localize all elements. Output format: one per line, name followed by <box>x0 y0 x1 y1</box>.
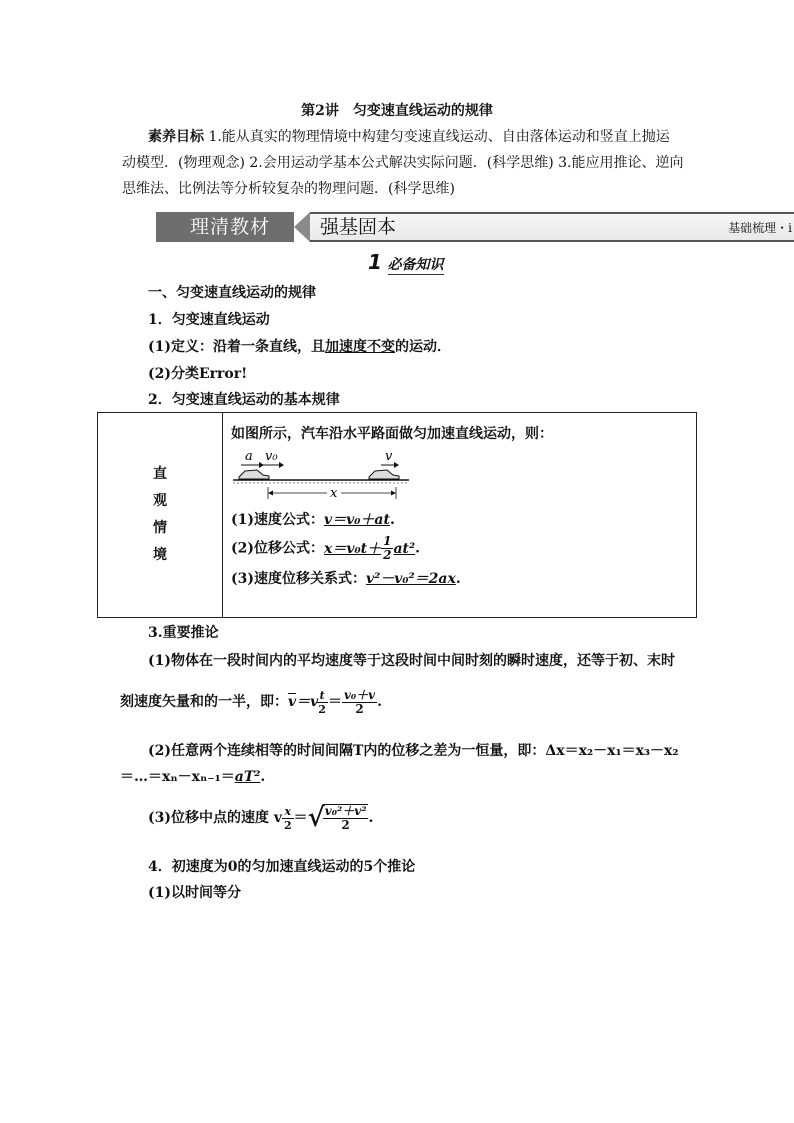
x-left-arrow-head <box>268 491 273 496</box>
left-char-1: 直 <box>153 466 167 482</box>
goals-line-3: 思维法、比例法等分析较复杂的物理问题．(科学思维) <box>122 181 455 197</box>
formula-displacement: (2)位移公式：x＝v₀t＋ $\frac{1}{2}$ at². <box>231 534 420 562</box>
section-banner <box>156 212 794 242</box>
formula-displacement-label: (2)位移公式： <box>231 540 324 557</box>
knowledge-badge <box>368 250 444 274</box>
item-4-1: (1)以时间等分 <box>148 885 241 901</box>
v0-arrow-head <box>279 462 284 468</box>
section-heading-1: 一、匀变速直线运动的规律 <box>148 285 316 301</box>
sqrt-den: 2 <box>341 818 350 832</box>
definition-suffix: 的运动． <box>395 339 451 355</box>
average-velocity-symbol: $\overline{v}$ <box>288 694 297 710</box>
formula-displacement-expr <box>324 534 416 562</box>
formula-velocity-displacement: (3)速度位移关系式：v²－v₀²＝2ax. <box>231 571 461 587</box>
sqrt-expression <box>308 800 369 836</box>
fig-label-x: x <box>330 486 338 501</box>
badge-number: 1 <box>368 250 382 274</box>
goals-line-2: 动模型．(物理观念) 2.会用运动学基本公式解决实际问题．(科学思维) 3.能应用推论、逆向 <box>122 155 684 171</box>
fig-label-v: v <box>385 449 393 464</box>
mid-time-sub-den: 2 <box>318 702 326 716</box>
banner-mid <box>310 212 794 242</box>
x-right-arrow-head <box>391 491 396 496</box>
left-char-3: 情 <box>153 520 167 536</box>
definition-key: 加速度不变 <box>325 339 395 355</box>
car-motion-figure <box>231 447 411 507</box>
half-den: 2 <box>383 548 392 562</box>
item-1-heading: 1．匀变速直线运动 <box>148 312 270 328</box>
average-fraction-num: v₀＋v <box>343 687 376 702</box>
fig-label-v0: v₀ <box>265 449 278 464</box>
goals-label: 素养目标 <box>148 129 204 145</box>
formula-velocity-label: (1)速度公式： <box>231 512 324 528</box>
formula-displacement-a: x＝v₀t＋ <box>324 540 382 557</box>
sqrt-icon: √ <box>307 803 325 833</box>
formula-velocity-expr: v＝v₀＋at <box>324 512 390 528</box>
left-char-2: 观 <box>153 493 167 509</box>
inference-2-line-1: (2)任意两个连续相等的时间间隔T内的位移之差为一恒量，即：Δx＝x₂－x₁＝x₃－x₂ <box>148 743 679 759</box>
half-num: 1 <box>383 534 392 548</box>
mid-time-subscript <box>316 689 328 716</box>
inference-3-prefix: (3)位移中点的速度 v <box>148 810 282 826</box>
goals-line-1 <box>148 124 678 150</box>
car-end-icon <box>369 470 399 479</box>
formula-vd-label: (3)速度位移关系式： <box>231 571 366 587</box>
classify-line: (2)分类Error! <box>148 366 248 382</box>
mid-pos-sub-den: 2 <box>284 818 292 832</box>
sqrt-fraction <box>323 804 369 832</box>
left-char-4: 境 <box>153 547 167 563</box>
table-left-cell <box>98 413 223 618</box>
section-heading-4: 4．初速度为0的匀加速直线运动的5个推论 <box>148 859 416 875</box>
average-fraction <box>342 689 377 716</box>
banner-mid-label: 强基固本 <box>320 216 397 238</box>
inference-2-result: aT² <box>234 769 261 785</box>
car-start-icon <box>239 470 269 479</box>
inference-1-prefix: 刻速度矢量和的一半，即： <box>120 694 288 710</box>
formula-vd-expr: v²－v₀²＝2ax <box>366 571 456 587</box>
banner-left-label: 理清教材 <box>156 212 294 242</box>
goals-text-1: 1.能从真实的物理情境中构建匀变速直线运动、自由落体运动和竖直上抛运 <box>208 129 670 145</box>
banner-right-label: 基础梳理・i <box>728 221 792 235</box>
mid-time-sub-num: t <box>316 689 328 703</box>
v-arrow-head <box>394 462 399 468</box>
definition-prefix: (1)定义：沿着一条直线，且 <box>148 339 325 355</box>
mid-time-velocity-symbol: ＝v <box>296 694 319 710</box>
inference-2-line-2: ＝…＝xₙ－xₙ₋₁＝aT². <box>120 769 266 785</box>
inference-1-line-2: 刻速度矢量和的一半，即：$\overline{v}=v$ $\frac{t}{2}$ ＝ $\frac{\text{v₀＋v}}{2}$ . <box>120 687 383 716</box>
formula-displacement-b: at² <box>393 540 416 557</box>
item-2-heading: 2．匀变速直线运动的基本规律 <box>148 392 340 408</box>
table-right-cell <box>223 413 697 618</box>
inference-3-equals: ＝ <box>293 810 308 826</box>
definition-line <box>148 334 451 360</box>
inference-3-line: (3)位移中点的速度 v $\frac{x}{2}$ ＝√ $\frac{\text{v₀²＋v²}}{2}$ . <box>148 800 373 836</box>
section-heading-3: 3.重要推论 <box>148 625 219 641</box>
inference-2-prefix: ＝…＝xₙ－xₙ₋₁＝ <box>120 769 235 785</box>
average-fraction-den: 2 <box>355 701 364 716</box>
inference-1-line-1: (1)物体在一段时间内的平均速度等于这段时间中间时刻的瞬时速度，还等于初、末时 <box>148 653 675 669</box>
page-title: 第2讲 匀变速直线运动的规律 <box>301 103 493 119</box>
mid-pos-subscript <box>282 805 294 832</box>
mid-pos-sub-num: x <box>282 805 294 819</box>
rules-table <box>97 412 697 618</box>
fig-label-a: a <box>245 449 253 464</box>
half-fraction <box>381 535 393 562</box>
table-intro: 如图所示，汽车沿水平路面做匀加速直线运动，则： <box>231 426 553 442</box>
sqrt-num: v₀²＋v² <box>324 804 367 818</box>
formula-velocity: (1)速度公式：v＝v₀＋at. <box>231 512 395 528</box>
badge-text: 必备知识 <box>387 257 444 273</box>
banner-notch <box>294 212 310 242</box>
